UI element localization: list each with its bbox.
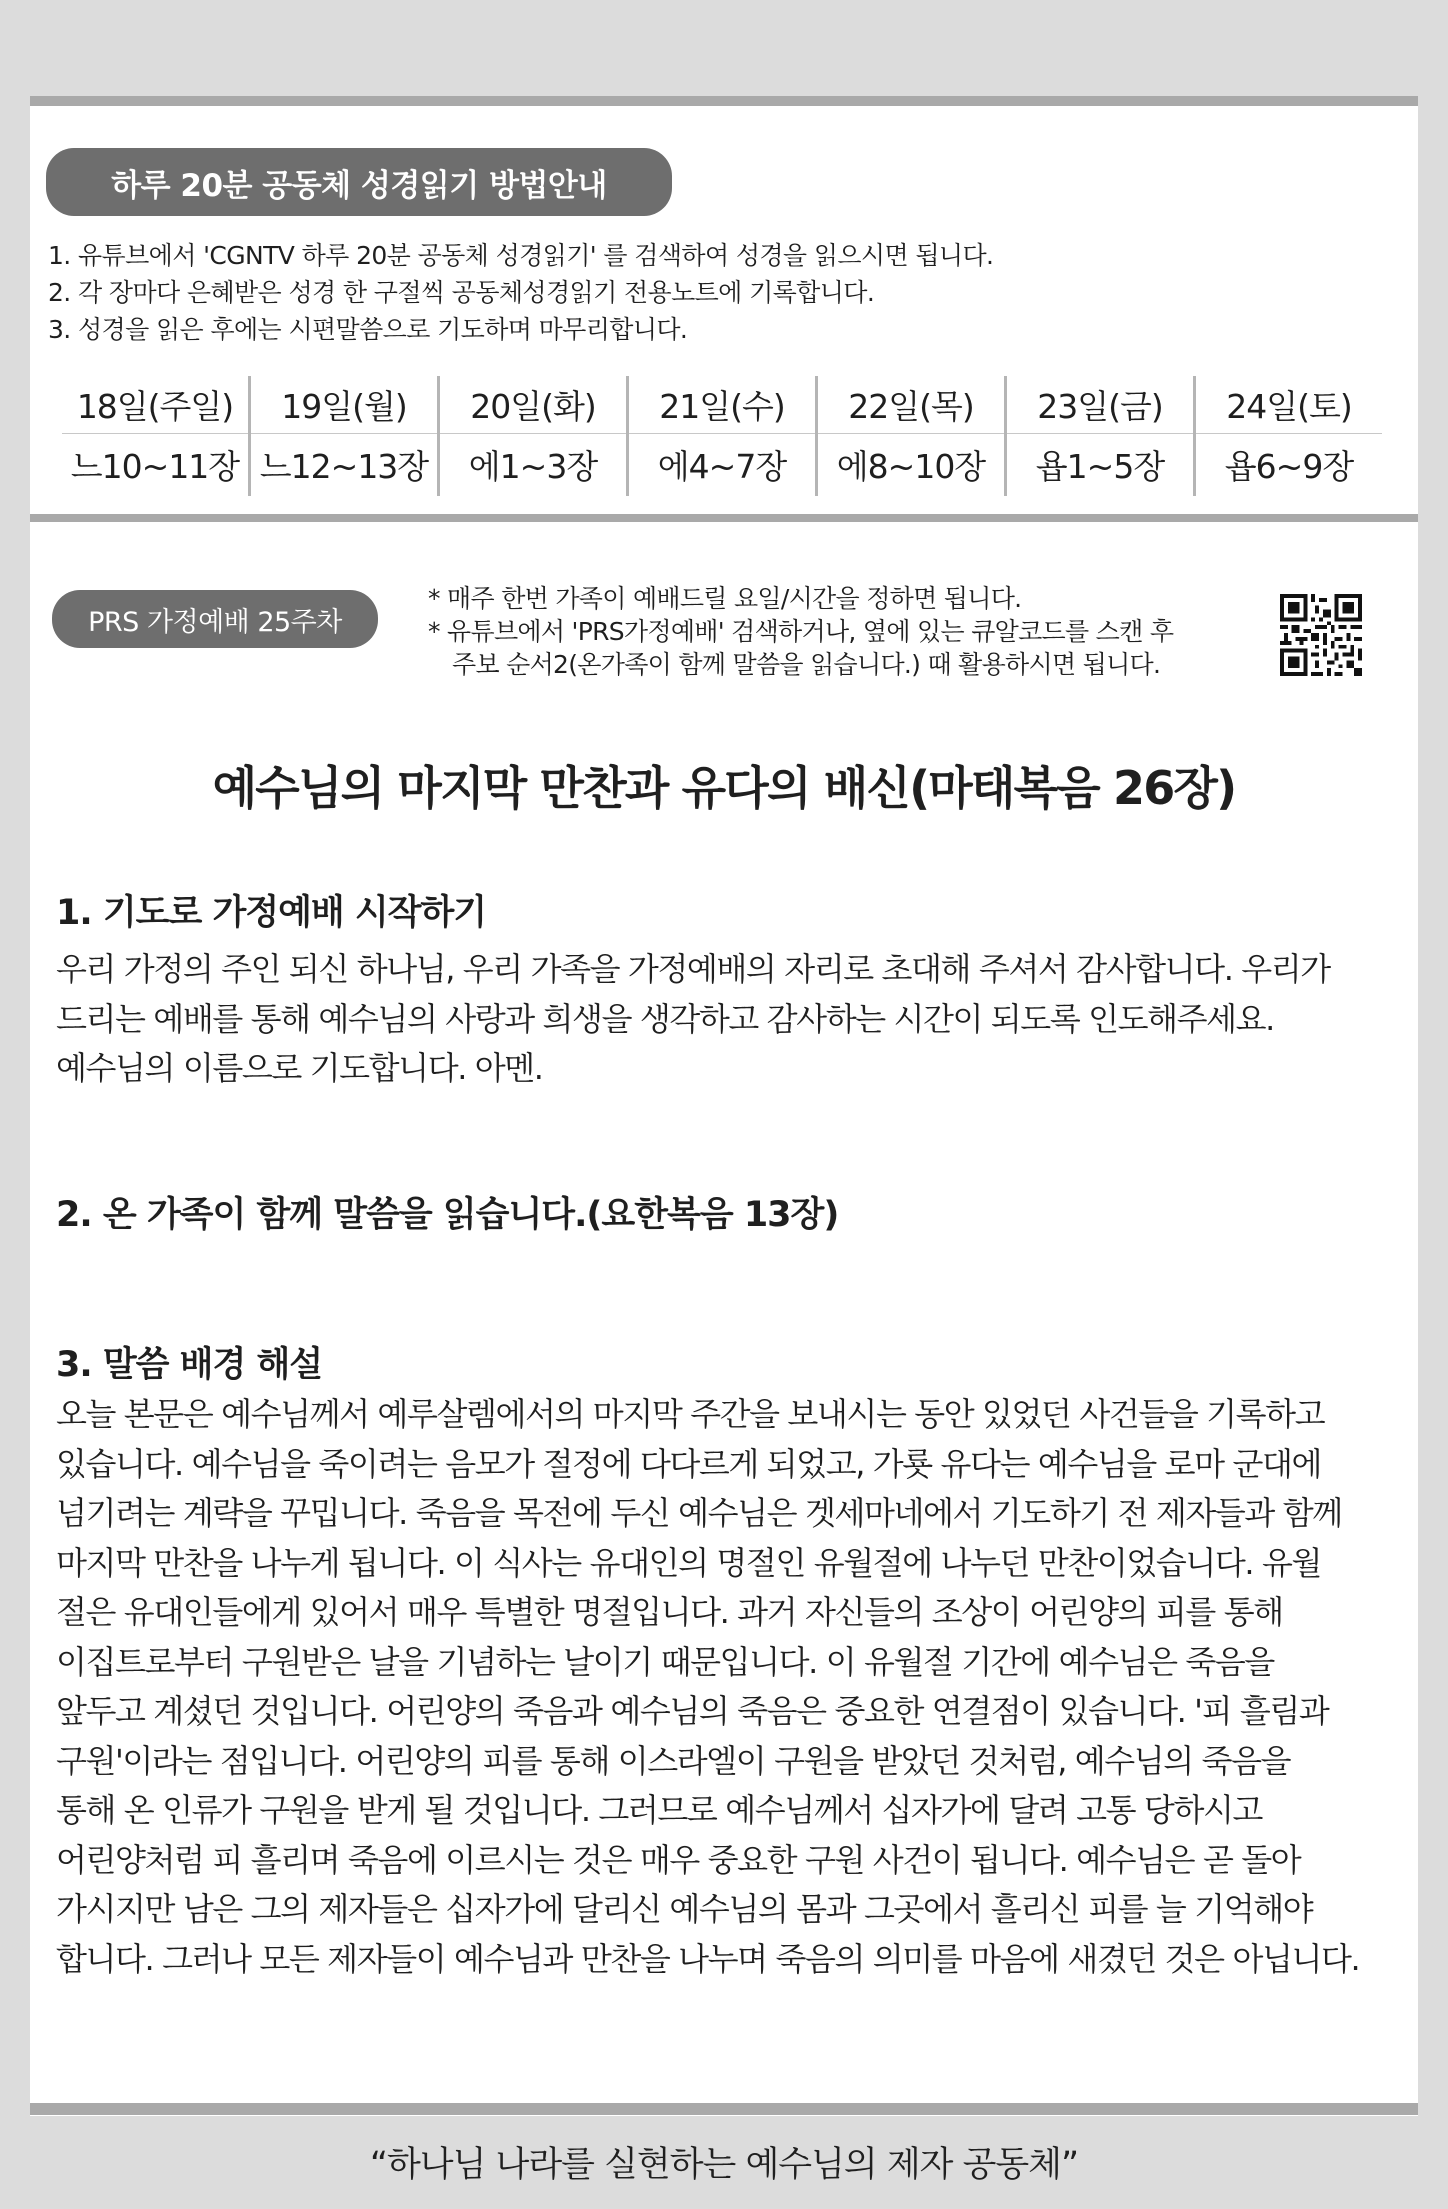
reading-guide-title: 하루 20분 공동체 성경읽기 방법안내 <box>46 148 672 216</box>
schedule-chapters: 느10~11장 <box>70 446 240 486</box>
schedule-chapters: 욥6~9장 <box>1224 446 1354 486</box>
text-line: 드리는 예배를 통해 예수님의 사랑과 희생을 생각하고 감사하는 시간이 되도록 인도해주세요. <box>56 999 1274 1038</box>
text-line: 가시지만 남은 그의 제자들은 십자가에 달리신 예수님의 몸과 그곳에서 흘리신 피를 늘 기억해야 <box>56 1890 1313 1928</box>
text-line: 넘기려는 계략을 꾸밉니다. 죽음을 목전에 두신 예수님은 겟세마네에서 기도하기 전 제자들과 함께 <box>56 1494 1342 1532</box>
text-line: 있습니다. 예수님을 죽이려는 음모가 절정에 다다르게 되었고, 가룟 유다는 예수님을 로마 군대에 <box>56 1444 1322 1483</box>
schedule-day: 23일(금) <box>1007 376 1193 434</box>
instruction-item: 2. 각 장마다 은혜받은 성경 한 구절씩 공동체성경읽기 전용노트에 기록합니다. <box>48 278 875 307</box>
text-line: 이집트로부터 구원받은 날을 기념하는 날이기 때문입니다. 이 유월절 기간에 예수님은 죽음을 <box>56 1642 1274 1681</box>
text-line: 어린양처럼 피 흘리며 죽음에 이르시는 것은 매우 중요한 구원 사건이 됩니다. 예수님은 곧 돌아 <box>56 1840 1301 1879</box>
text-line: 합니다. 그러나 모든 제자들이 예수님과 만찬을 나누며 죽음의 의미를 마음에 새겼던 것은 아닙니다. <box>56 1939 1360 1978</box>
schedule-chapters: 에1~3장 <box>468 446 598 486</box>
text-line: 통해 온 인류가 구원을 받게 될 것입니다. 그러므로 예수님께서 십자가에 달려 고통 당하시고 <box>56 1791 1262 1829</box>
text-line: 절은 유대인들에게 있어서 매우 특별한 명절입니다. 과거 자신들의 조상이 어린양의 피를 통해 <box>56 1593 1283 1631</box>
reading-schedule-table <box>62 376 1382 496</box>
schedule-column <box>1004 376 1193 496</box>
section-divider <box>30 514 1418 522</box>
top-divider <box>30 96 1418 106</box>
prayer-text <box>56 945 1406 1094</box>
schedule-chapters: 에8~10장 <box>836 446 986 486</box>
schedule-day: 18일(주일) <box>62 376 248 434</box>
schedule-day: 24일(토) <box>1196 376 1382 434</box>
text-line: 오늘 본문은 예수님께서 예루살렘에서의 마지막 주간을 보내시는 동안 있었던 사건들을 기록하고 <box>56 1395 1325 1433</box>
note-line: * 매주 한번 가족이 예배드릴 요일/시간을 정하면 됩니다. <box>428 584 1022 613</box>
text-line: 예수님의 이름으로 기도합니다. 아멘. <box>56 1049 543 1087</box>
schedule-day: 19일(월) <box>251 376 437 434</box>
bottom-divider <box>30 2103 1418 2115</box>
note-line: * 유튜브에서 'PRS가정예배' 검색하거나, 옆에 있는 큐알코드를 스캔 후 <box>428 617 1174 646</box>
text-line: 우리 가정의 주인 되신 하나님, 우리 가족을 가정예배의 자리로 초대해 주셔서 감사합니다. 우리가 <box>56 950 1330 988</box>
prayer-heading: 1. 기도로 가정예배 시작하기 <box>56 893 487 933</box>
text-line: 앞두고 계셨던 것입니다. 어린양의 죽음과 예수님의 죽음은 중요한 연결점이 있습니다. '피 흘림과 <box>56 1692 1329 1730</box>
schedule-day: 21일(수) <box>629 376 815 434</box>
schedule-column <box>815 376 1004 496</box>
worship-title: 예수님의 마지막 만찬과 유다의 배신(마태복음 26장) <box>212 761 1236 815</box>
instruction-item: 1. 유튜브에서 'CGNTV 하루 20분 공동체 성경읽기' 를 검색하여 성경을 읽으시면 됩니다. <box>48 241 994 270</box>
schedule-column <box>1193 376 1382 496</box>
note-line: 주보 순서2(온가족이 함께 말씀을 읽습니다.) 때 활용하시면 됩니다. <box>452 650 1161 679</box>
text-line: 마지막 만찬을 나누게 됩니다. 이 식사는 유대인의 명절인 유월절에 나누던 만찬이었습니다. 유월 <box>56 1543 1322 1582</box>
schedule-chapters: 느12~13장 <box>259 446 429 486</box>
footer-motto: “하나님 나라를 실현하는 예수님의 제자 공동체” <box>369 2145 1079 2185</box>
schedule-column <box>248 376 437 496</box>
schedule-chapters: 욥1~5장 <box>1035 446 1165 486</box>
qr-code-icon[interactable] <box>1280 594 1362 676</box>
text-line: 구원'이라는 점입니다. 어린양의 피를 통해 이스라엘이 구원을 받았던 것처럼, 예수님의 죽음을 <box>56 1741 1291 1780</box>
scripture-reading-heading: 2. 온 가족이 함께 말씀을 읽습니다.(요한복음 13장) <box>56 1195 839 1235</box>
instruction-item: 3. 성경을 읽은 후에는 시편말씀으로 기도하며 마무리합니다. <box>48 315 688 344</box>
schedule-day: 22일(목) <box>818 376 1004 434</box>
reading-instructions <box>48 237 1388 348</box>
schedule-column <box>626 376 815 496</box>
background-text <box>56 1390 1406 1984</box>
prs-worship-badge: PRS 가정예배 25주차 <box>52 590 378 648</box>
schedule-chapters: 에4~7장 <box>657 446 787 486</box>
background-heading: 3. 말씀 배경 해설 <box>56 1345 323 1385</box>
schedule-column <box>437 376 626 496</box>
worship-notes <box>428 582 1288 681</box>
schedule-column <box>62 376 248 496</box>
schedule-day: 20일(화) <box>440 376 626 434</box>
